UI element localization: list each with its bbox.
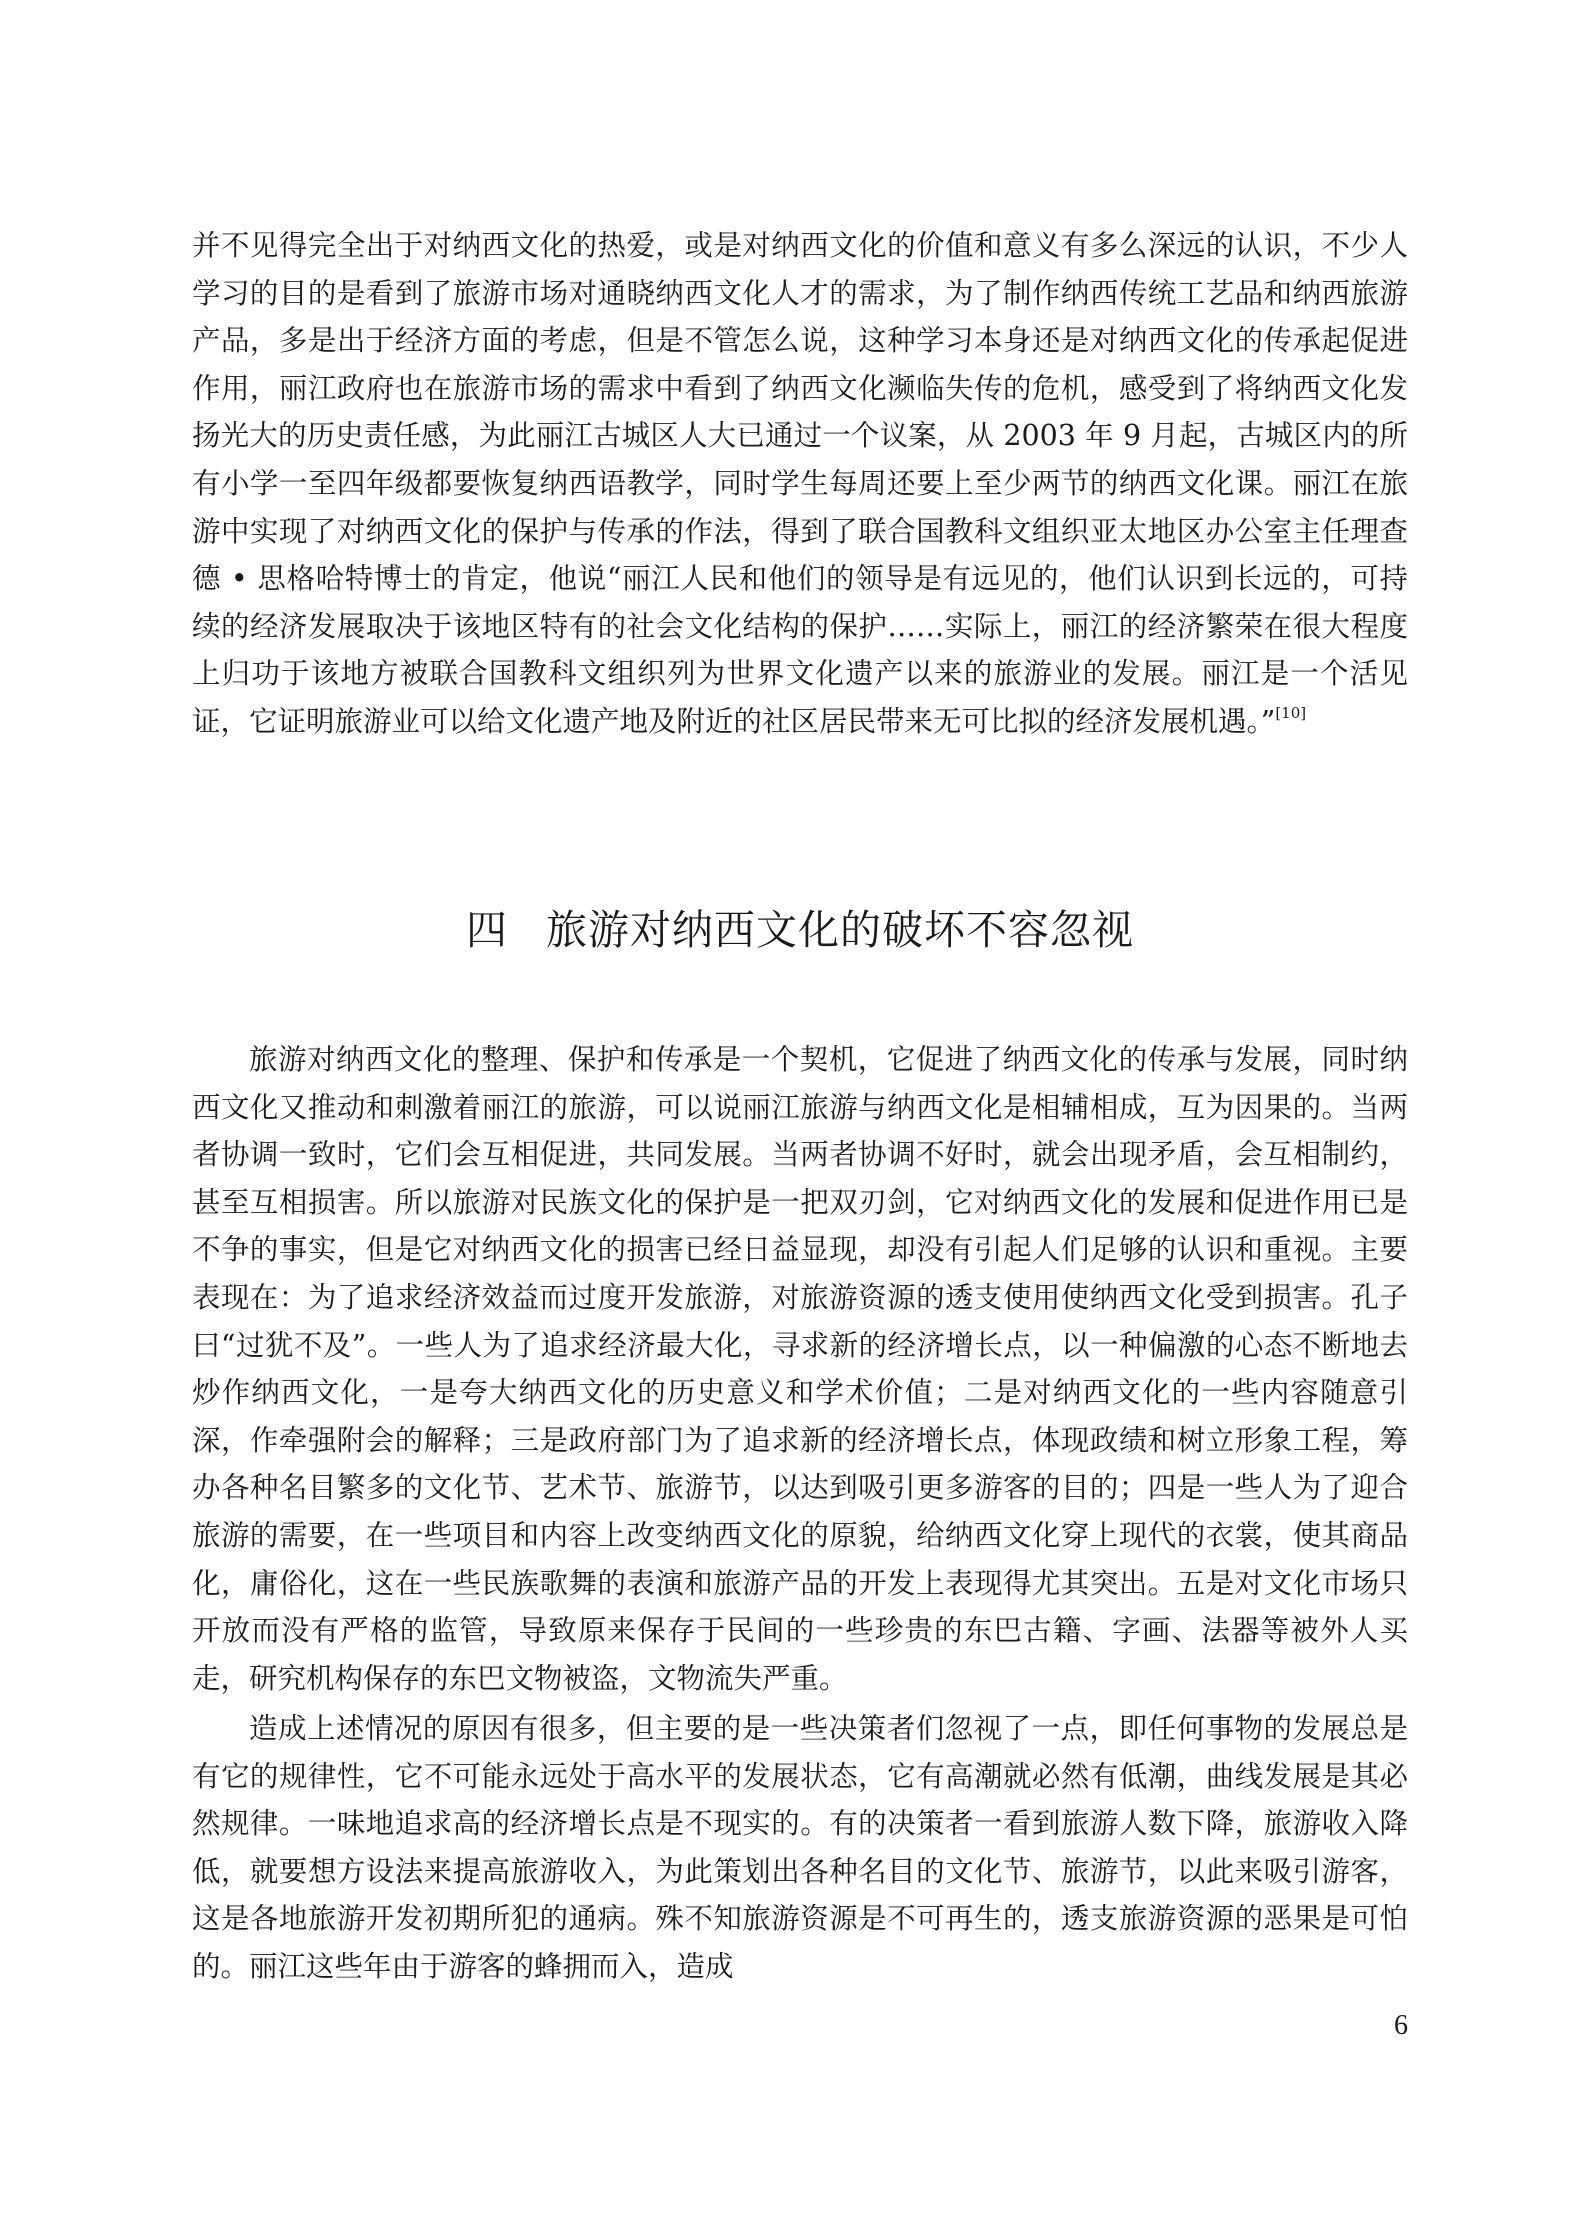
section-heading [192, 900, 1408, 960]
section-number: 四 [466, 906, 508, 954]
citation-reference: [10] [1275, 704, 1307, 723]
page-number: 6 [1394, 2010, 1408, 2041]
paragraph-continuation [192, 222, 1408, 746]
paragraph-second: 旅游对纳西文化的整理、保护和传承是一个契机，它促进了纳西文化的传承与发展，同时纳西文化又推动和刺激着丽江的旅游，可以说丽江旅游与纳西文化是相辅相成，互为因果的。当两者协调一致时，它们会互相促进，共同发展。当两者协调不好时，就会出现矛盾，会互相制约，甚至互相损害。所以旅游对民族文化的保护是一把双刃剑，它对纳西文化的发展和促进作用已是不争的事实，但是它对纳西文化的损害已经日益显现，却没有引起人们足够的认识和重视。主要表现在：为了追求经济效益而过度开发旅游，对旅游资源的透支使用使纳西文化受到损害。孔子曰“过犹不及”。一些人为了追求经济最大化，寻求新的经济增长点，以一种偏激的心态不断地去炒作纳西文化，一是夸大纳西文化的历史意义和学术价值；二是对纳西文化的一些内容随意引深，作牵强附会的解释；三是政府部门为了追求新的经济增长点，体现政绩和树立形象工程，筹办各种名目繁多的文化节、艺术节、旅游节，以达到吸引更多游客的目的；四是一些人为了迎合旅游的需要，在一些项目和内容上改变纳西文化的原貌，给纳西文化穿上现代的衣裳，使其商品化，庸俗化，这在一些民族歌舞的表演和旅游产品的开发上表现得尤其突出。五是对文化市场只开放而没有严格的监管，导致原来保存于民间的一些珍贵的东巴古籍、字画、法器等被外人买走，研究机构保存的东巴文物被盗，文物流失严重。 [192, 1043, 1408, 1695]
section-title: 旅游对纳西文化的破坏不容忽视 [546, 906, 1134, 954]
paragraph-text: 并不见得完全出于对纳西文化的热爱，或是对纳西文化的价值和意义有多么深远的认识，不少人学习的目的是看到了旅游市场对通晓纳西文化人才的需求，为了制作纳西传统工艺品和纳西旅游产品，多是出于经济方面的考虑，但是不管怎么说，这种学习本身还是对纳西文化的传承起促进作用，丽江政府也在旅游市场的需求中看到了纳西文化濒临失传的危机，感受到了将纳西文化发扬光大的历史责任感，为此丽江古城区人大已通过一个议案，从 2003 年 9 月起，古城区内的所有小学一至四年级都要恢复纳西语教学，同时学生每周还要上至少两节的纳西文化课。丽江在旅游中实现了对纳西文化的保护与传承的作法，得到了联合国教科文组织亚太地区办公室主任理查德 • 思格哈特博士的肯定，他说“丽江人民和他们的领导是有远见的，他们认识到长远的，可持续的经济发展取决于该地区特有的社会文化结构的保护……实际上，丽江的经济繁荣在很大程度上归功于该地方被联合国教科文组织列为世界文化遗产以来的旅游业的发展。丽江是一个活见证，它证明旅游业可以给文化遗产地及附近的社区居民带来无可比拟的经济发展机遇。” [192, 229, 1408, 738]
paragraph-third: 造成上述情况的原因有很多，但主要的是一些决策者们忽视了一点，即任何事物的发展总是有它的规律性，它不可能永远处于高水平的发展状态，它有高潮就必然有低潮，曲线发展是其必然规律。一味地追求高的经济增长点是不现实的。有的决策者一看到旅游人数下降，旅游收入降低，就要想方设法来提高旅游收入，为此策划出各种名目的文化节、旅游节，以此来吸引游客，这是各地旅游开发初期所犯的通病。殊不知旅游资源是不可再生的，透支旅游资源的恶果是可怕的。丽江这些年由于游客的蜂拥而入，造成 [192, 1712, 1408, 1983]
